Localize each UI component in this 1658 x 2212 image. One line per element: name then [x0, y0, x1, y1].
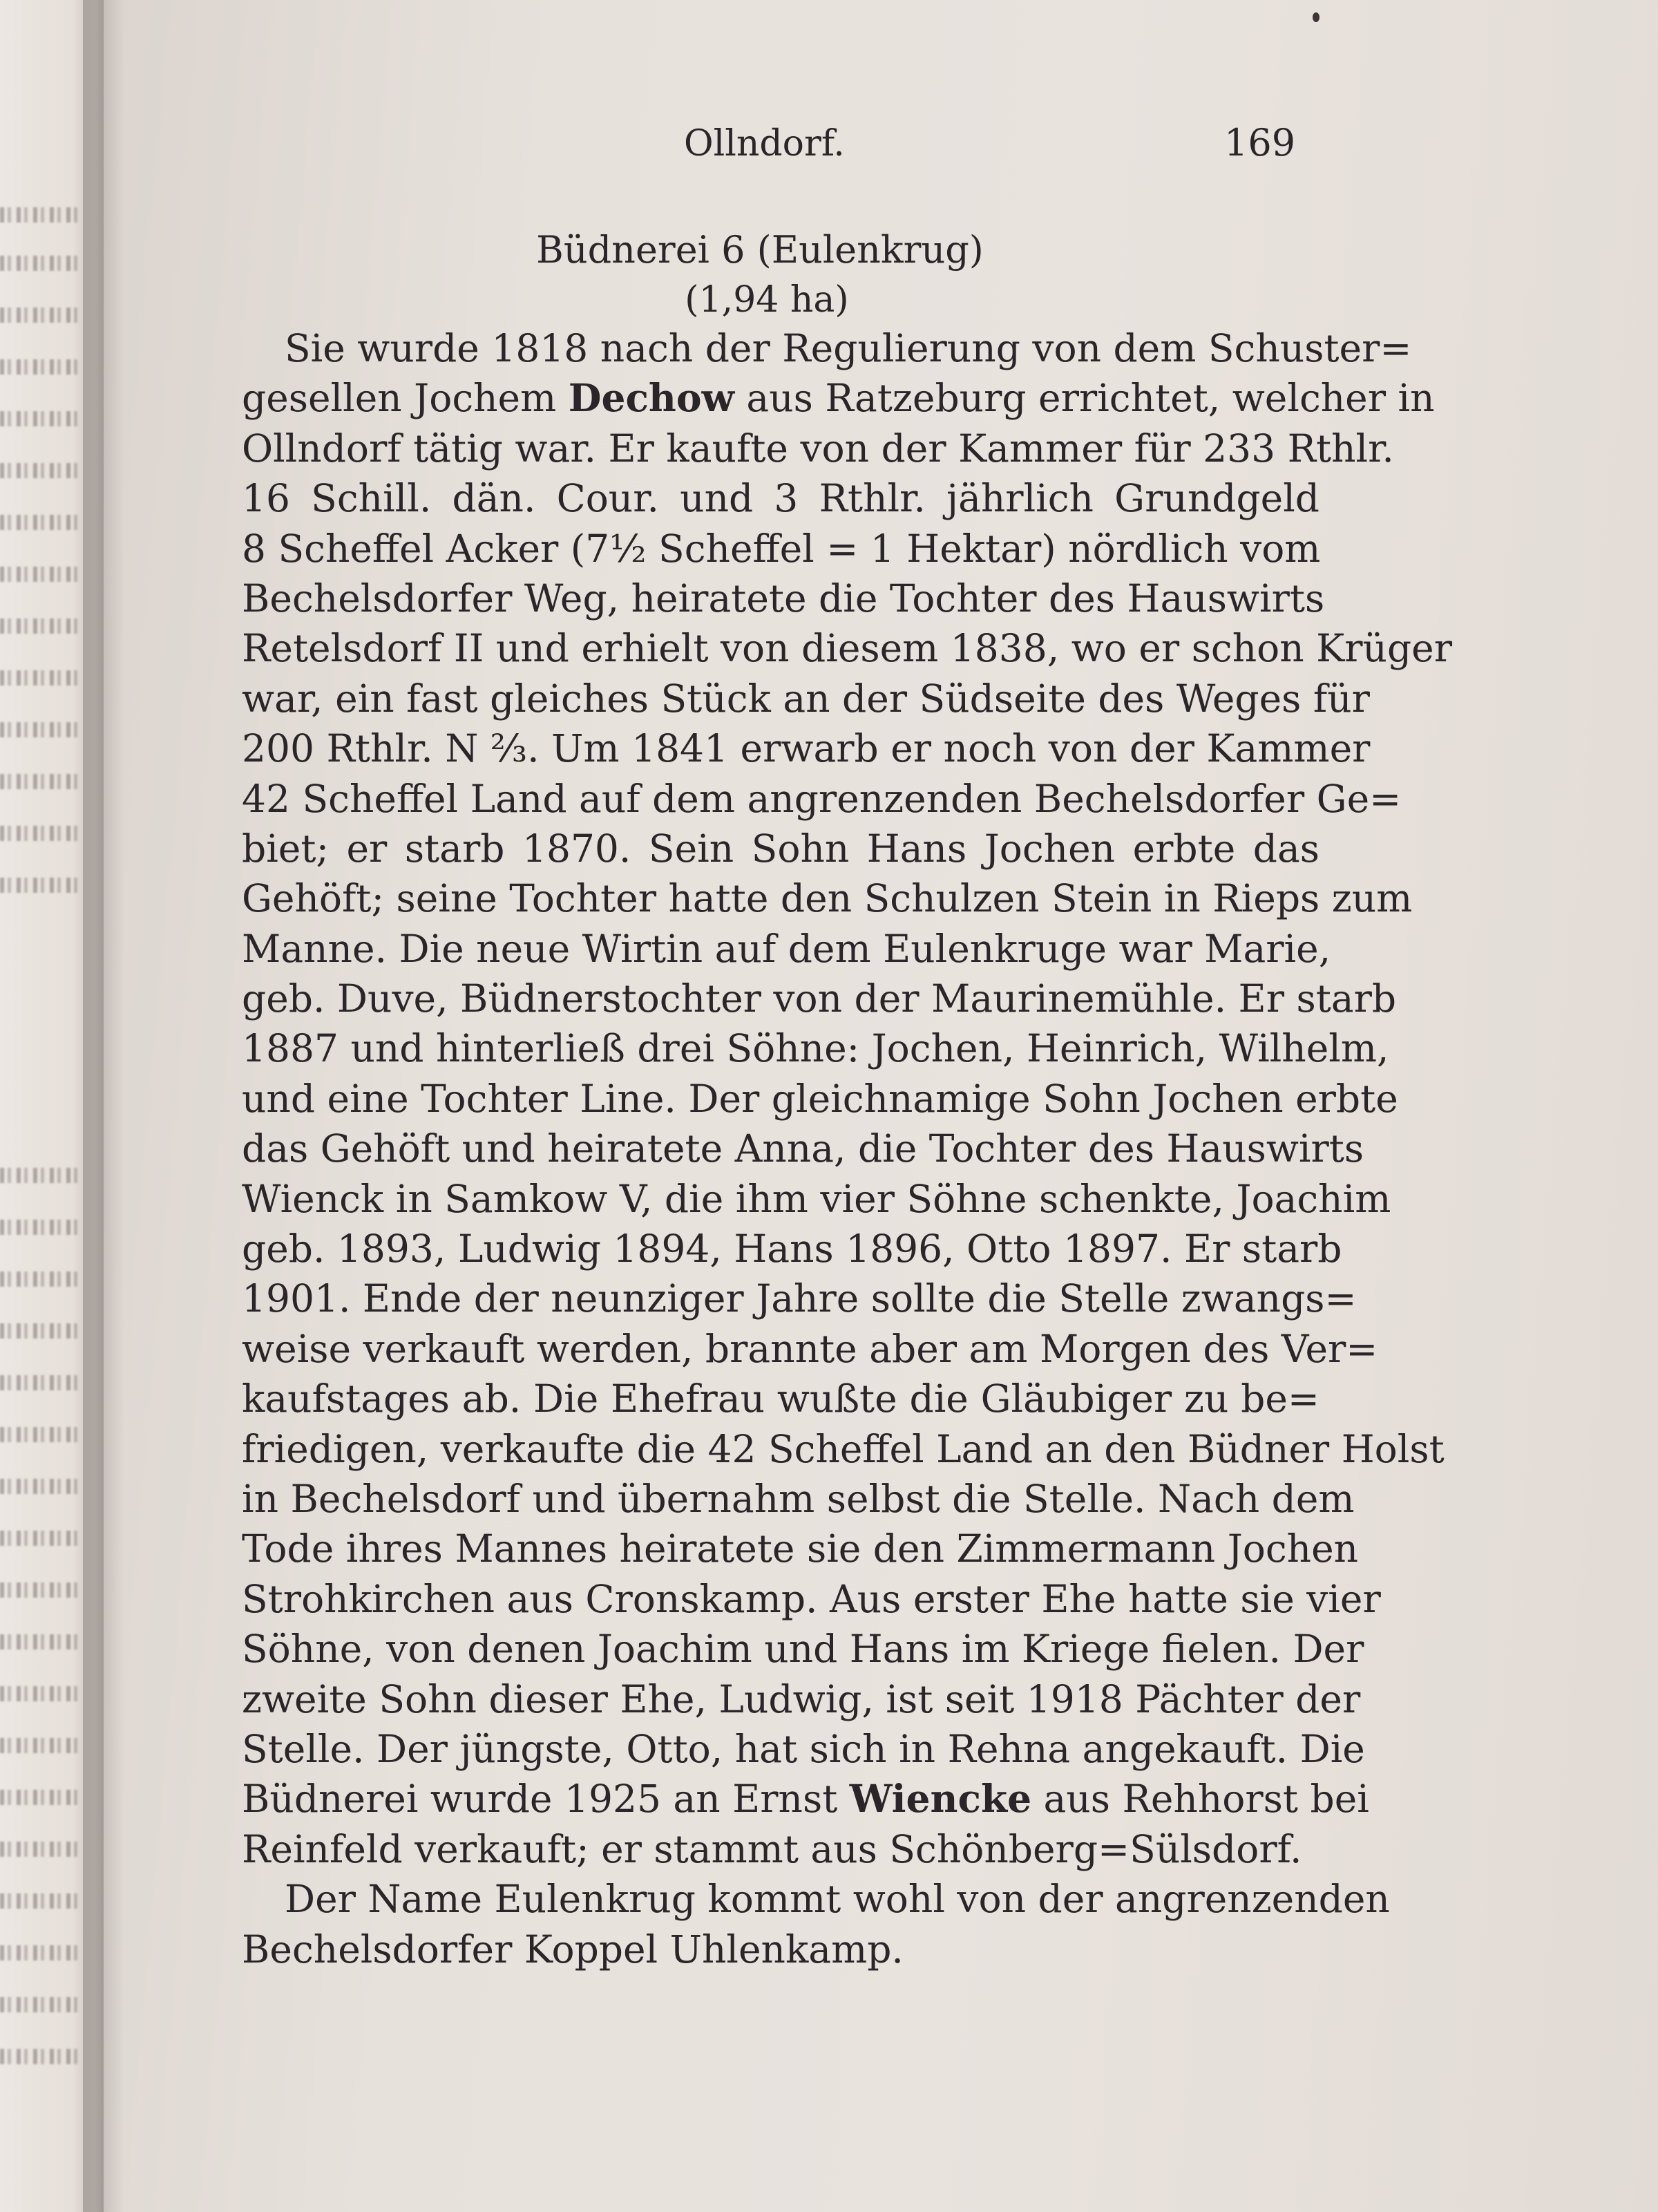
text-line: Strohkirchen aus Cronskamp. Aus erster Ehe hatte sie vier	[242, 1576, 1381, 1621]
section-title: Büdnerei 6 (Eulenkrug)	[536, 228, 984, 272]
bleed-through-text	[0, 618, 83, 634]
text-line: Söhne, von denen Joachim und Hans im Kriege fielen. Der	[242, 1627, 1364, 1672]
section-area: (1,94 ha)	[685, 279, 849, 321]
bleed-through-text	[0, 2049, 83, 2064]
text-segment: Büdnerei wurde 1925 an Ernst	[242, 1777, 850, 1822]
bleed-through-text	[0, 1738, 83, 1753]
text-line	[242, 373, 1435, 423]
bleed-through-text	[0, 1272, 83, 1287]
text-segment: gesellen Jochem	[242, 376, 569, 421]
spine-shadow	[83, 0, 124, 2212]
body-text	[242, 323, 1453, 1974]
paragraph	[242, 1874, 1390, 1974]
text-line: und eine Tochter Line. Der gleichnamige Sohn Jochen erbte	[242, 1076, 1398, 1121]
bleed-through-text	[0, 1531, 83, 1546]
text-line: in Bechelsdorf und übernahm selbst die Stelle. Nach dem	[242, 1476, 1355, 1521]
text-line: 8 Scheffel Acker (7½ Scheffel = 1 Hektar) nördlich vom	[242, 526, 1321, 571]
text-line: Gehöft; seine Tochter hatte den Schulzen Stein in Rieps zum	[242, 876, 1413, 921]
bleed-through-text	[0, 1323, 83, 1339]
bleed-through-text	[0, 1375, 83, 1390]
text-line: biet; er starb 1870. Sein Sohn Hans Jochen erbte das	[242, 826, 1319, 871]
bleed-through-text	[0, 411, 83, 426]
ink-speck	[1313, 12, 1319, 22]
text-line: zweite Sohn dieser Ehe, Ludwig, ist seit 1918 Pächter der	[242, 1676, 1361, 1721]
text-line: 16 Schill. dän. Cour. und 3 Rthlr. jährlich Grundgeld	[242, 476, 1319, 521]
bleed-through-text	[0, 1842, 83, 1857]
text-line: Ollndorf tätig war. Er kaufte von der Kammer für 233 Rthlr.	[242, 426, 1394, 471]
text-line: Sie wurde 1818 nach der Regulierung von dem Schuster=	[285, 326, 1412, 370]
text-line: Bechelsdorfer Weg, heiratete die Tochter des Hauswirts	[242, 576, 1325, 621]
text-segment: aus Ratzeburg errichtet, welcher in	[734, 376, 1435, 421]
text-line: geb. 1893, Ludwig 1894, Hans 1896, Otto 1897. Er starb	[242, 1227, 1342, 1272]
bleed-through-text	[0, 1479, 83, 1494]
bleed-through-text	[0, 878, 83, 893]
bleed-through-text	[0, 359, 83, 375]
bleed-through-text	[0, 1634, 83, 1649]
text-line: Wienck in Samkow V, die ihm vier Söhne schenkte, Joachim	[242, 1176, 1391, 1221]
page-number: 169	[1224, 121, 1296, 164]
bleed-through-text	[0, 774, 83, 789]
text-line: Reinfeld verkauft; er stammt aus Schönberg=Sülsdorf.	[242, 1826, 1302, 1871]
bleed-through-text	[0, 1220, 83, 1235]
text-line: geb. Duve, Büdnerstochter von der Maurinemühle. Er starb	[242, 976, 1397, 1021]
bleed-through-text	[0, 1686, 83, 1701]
text-line: 1901. Ende der neunziger Jahre sollte die Stelle zwangs=	[242, 1276, 1357, 1321]
bleed-through-text	[0, 826, 83, 841]
text-line: 200 Rthlr. N ⅔. Um 1841 erwarb er noch von der Kammer	[242, 726, 1371, 771]
text-line: Der Name Eulenkrug kommt wohl von der angrenzenden	[285, 1877, 1390, 1922]
text-line: Tode ihres Mannes heiratete sie den Zimmermann Jochen	[242, 1526, 1359, 1571]
text-line: war, ein fast gleiches Stück an der Südseite des Weges für	[242, 676, 1370, 721]
name-bold: Wiencke	[849, 1776, 1032, 1822]
text-line: 42 Scheffel Land auf dem angrenzenden Bechelsdorfer Ge=	[242, 776, 1402, 821]
bleed-through-text	[0, 1427, 83, 1442]
bleed-through-text	[0, 670, 83, 686]
bleed-through-text	[0, 207, 83, 223]
text-line: Stelle. Der jüngste, Otto, hat sich in Rehna angekauft. Die	[242, 1726, 1365, 1771]
bleed-through-text	[0, 722, 83, 737]
bleed-through-text	[0, 1582, 83, 1598]
bleed-through-text	[0, 515, 83, 530]
running-head: Ollndorf.	[684, 123, 845, 164]
paragraph	[242, 323, 1453, 1874]
text-line	[242, 1774, 1369, 1824]
bleed-through-text	[0, 1893, 83, 1909]
bleed-through-text	[0, 1945, 83, 1960]
text-line: das Gehöft und heiratete Anna, die Tochter des Hauswirts	[242, 1126, 1364, 1171]
text-line: friedigen, verkaufte die 42 Scheffel Land an den Büdner Holst	[242, 1426, 1445, 1471]
text-line: 1887 und hinterließ drei Söhne: Jochen, Heinrich, Wilhelm,	[242, 1026, 1389, 1071]
bleed-through-text	[0, 1997, 83, 2012]
text-line: Bechelsdorfer Koppel Uhlenkamp.	[242, 1927, 904, 1972]
bleed-through-text	[0, 567, 83, 582]
text-line: weise verkauft werden, brannte aber am Morgen des Ver=	[242, 1326, 1378, 1371]
text-line: Manne. Die neue Wirtin auf dem Eulenkruge war Marie,	[242, 926, 1331, 971]
bleed-through-text	[0, 1168, 83, 1183]
bleed-through-text	[0, 1790, 83, 1805]
name-bold: Dechow	[568, 375, 734, 421]
bleed-through-text	[0, 463, 83, 478]
text-segment: aus Rehhorst bei	[1031, 1777, 1369, 1822]
text-line: kaufstages ab. Die Ehefrau wußte die Gläubiger zu be=	[242, 1377, 1319, 1421]
text-line: Retelsdorf II und erhielt von diesem 1838, wo er schon Krüger	[242, 626, 1453, 671]
